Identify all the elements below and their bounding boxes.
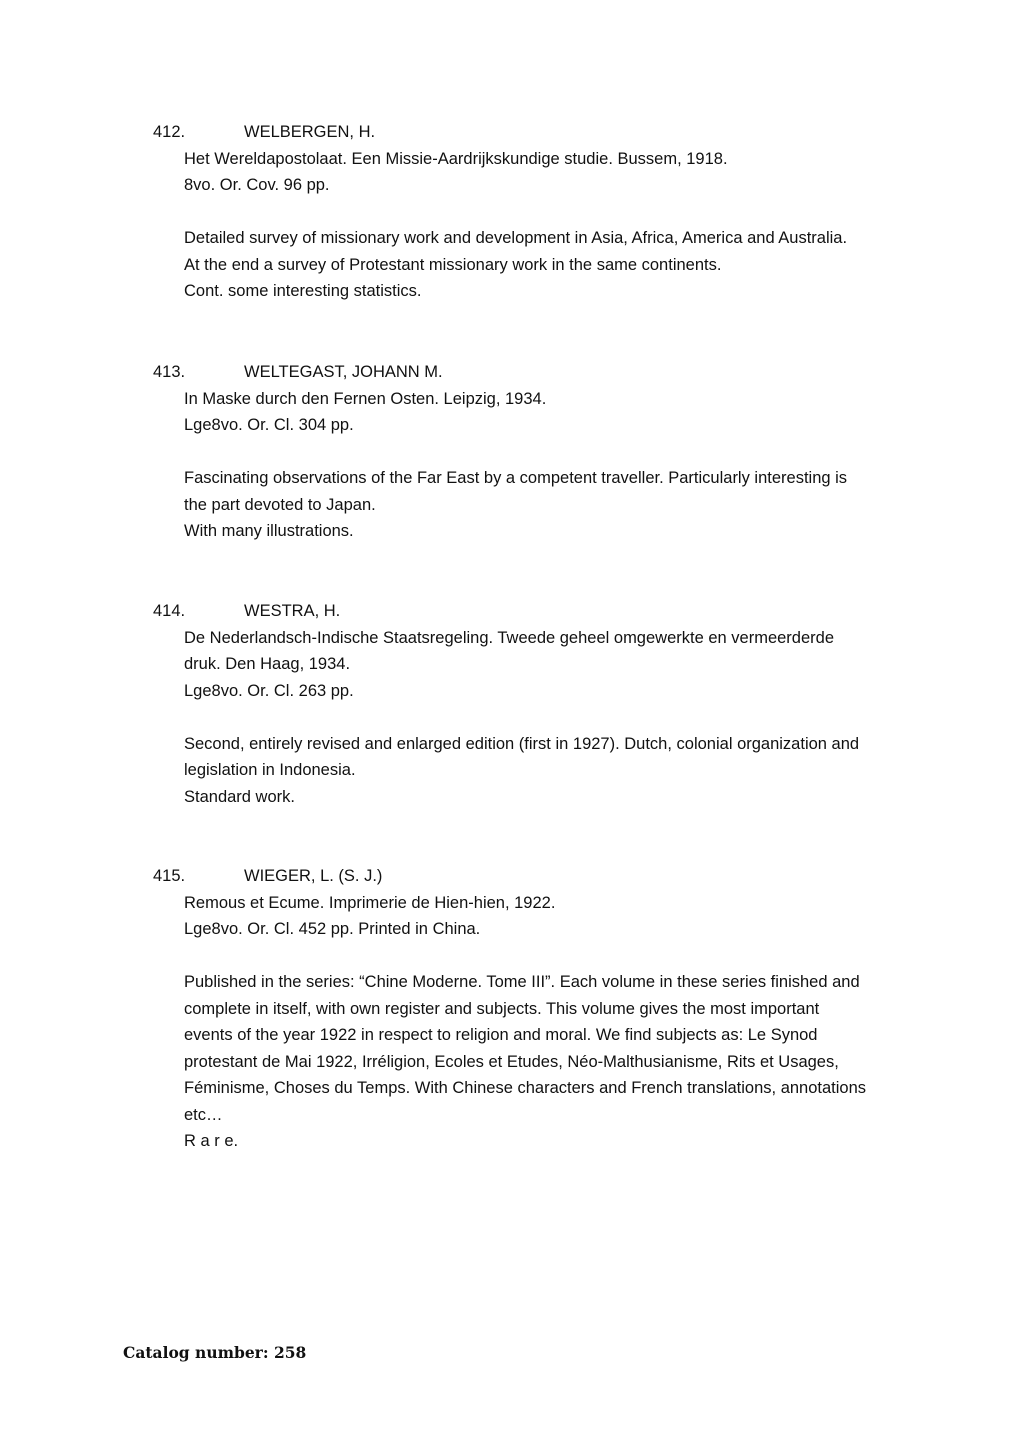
spacer bbox=[184, 704, 913, 731]
entry-number: 413. bbox=[153, 363, 186, 381]
entry-description-line: At the end a survey of Protestant missionary work in the same continents. bbox=[184, 255, 722, 274]
entry-description-line: Standard work. bbox=[184, 787, 295, 806]
entry-format: 8vo. Or. Cov. 96 pp. bbox=[184, 176, 330, 194]
spacer bbox=[184, 199, 913, 226]
entry-format: Lge8vo. Or. Cl. 263 pp. bbox=[184, 681, 354, 700]
entry-number: 415. bbox=[153, 867, 186, 885]
entry-number: 414. bbox=[153, 602, 186, 620]
entry-title-line: In Maske durch den Fernen Osten. Leipzig, 1934. bbox=[184, 389, 547, 408]
entry-author: WELBERGEN, H. bbox=[244, 123, 376, 141]
entry-description-line: the part devoted to Japan. bbox=[184, 495, 376, 514]
entry-body bbox=[184, 890, 913, 1155]
entry-description-line: protestant de Mai 1922, Irréligion, Ecoles et Etudes, Néo-Malthusianisme, Rits et Usages, bbox=[184, 1052, 839, 1071]
entry-description-line: etc… bbox=[184, 1105, 223, 1124]
entry-heading bbox=[153, 598, 913, 625]
entry-author: WESTRA, H. bbox=[244, 602, 341, 620]
entry-author: WIEGER, L. (S. J.) bbox=[244, 867, 383, 885]
entry-title-line: De Nederlandsch-Indische Staatsregeling. Tweede geheel omgewerkte en vermeerderde bbox=[184, 628, 834, 647]
entry-description-line: Second, entirely revised and enlarged edition (first in 1927). Dutch, colonial organization and bbox=[184, 734, 860, 753]
entry-format: Lge8vo. Or. Cl. 452 pp. Printed in China. bbox=[184, 920, 481, 938]
entry-body bbox=[184, 386, 913, 545]
entry-description-line: complete in itself, with own register and subjects. This volume gives the most important bbox=[184, 999, 820, 1018]
entry-description-line: With many illustrations. bbox=[184, 522, 354, 540]
entry-number: 412. bbox=[153, 123, 186, 141]
entry-title-line: druk. Den Haag, 1934. bbox=[184, 655, 351, 673]
entry-description-line: events of the year 1922 in respect to religion and moral. We find subjects as: Le Synod bbox=[184, 1026, 818, 1044]
spacer bbox=[184, 439, 913, 466]
entry-body bbox=[184, 146, 913, 305]
entry-author: WELTEGAST, JOHANN M. bbox=[244, 363, 443, 381]
catalog-entry-412 bbox=[153, 119, 913, 305]
entry-format: Lge8vo. Or. Cl. 304 pp. bbox=[184, 416, 354, 434]
entry-description-line: legislation in Indonesia. bbox=[184, 761, 356, 779]
entry-description-line: Féminisme, Choses du Temps. With Chinese characters and French translations, annotations bbox=[184, 1079, 867, 1097]
catalog-entry-413 bbox=[153, 359, 913, 545]
entry-description-line: Detailed survey of missionary work and development in Asia, Africa, America and Australia. bbox=[184, 229, 848, 247]
entry-heading bbox=[153, 119, 913, 146]
catalog-entry-414 bbox=[153, 598, 913, 810]
entry-title-line: Het Wereldapostolaat. Een Missie-Aardrijkskundige studie. Bussem, 1918. bbox=[184, 149, 728, 168]
catalog-entry-415 bbox=[153, 863, 913, 1155]
entry-heading bbox=[153, 863, 913, 890]
catalog-number-footer: Catalog number: 258 bbox=[123, 1343, 307, 1362]
entry-body bbox=[184, 625, 913, 811]
entry-title-line: Remous et Ecume. Imprimerie de Hien-hien, 1922. bbox=[184, 893, 556, 912]
entry-description-line: Cont. some interesting statistics. bbox=[184, 282, 422, 300]
spacer bbox=[184, 943, 913, 970]
entry-description-line: Published in the series: “Chine Moderne. Tome III”. Each volume in these series finished and bbox=[184, 973, 860, 991]
entry-description-line: Fascinating observations of the Far East by a competent traveller. Particularly interesting is bbox=[184, 469, 848, 487]
entry-closing-note: R a r e. bbox=[184, 1132, 239, 1150]
entry-heading bbox=[153, 359, 913, 386]
